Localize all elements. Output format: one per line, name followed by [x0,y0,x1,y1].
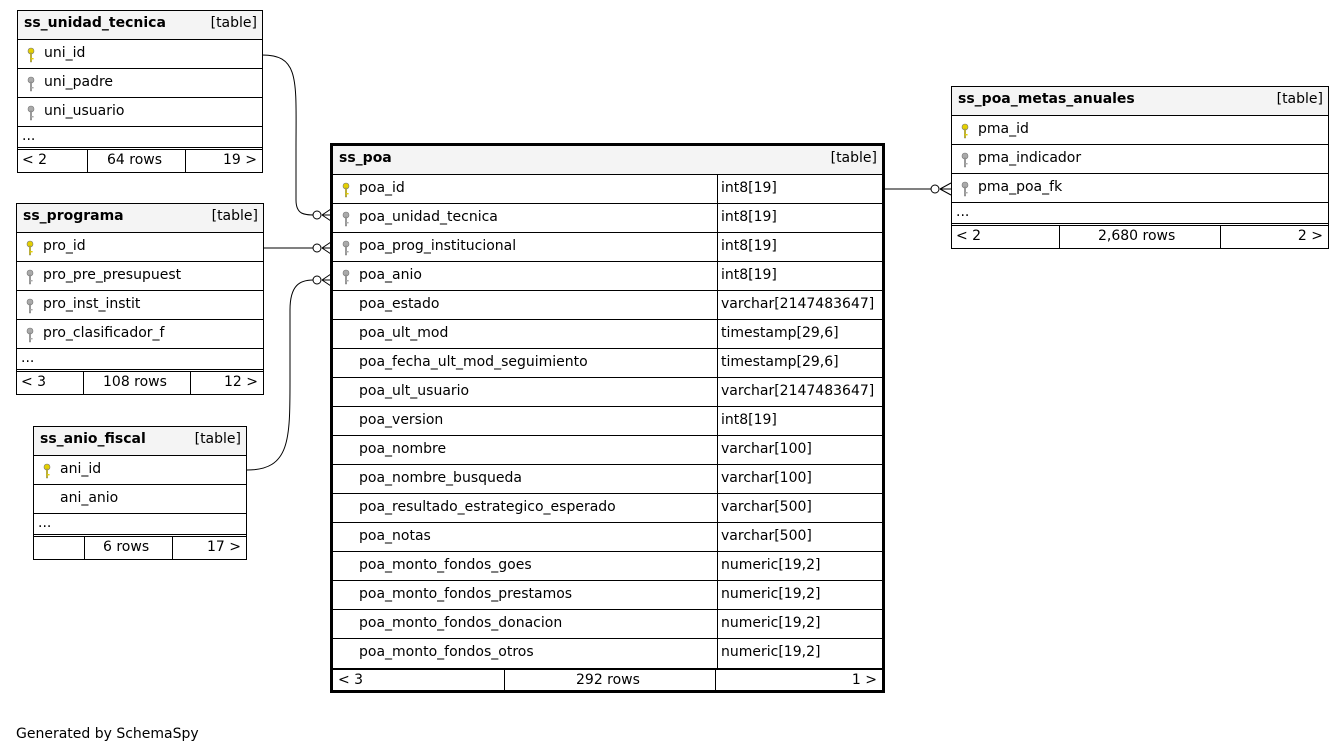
column-row[interactable] [17,320,263,349]
column-row[interactable] [18,69,262,98]
parents-count[interactable]: < 2 [956,228,982,244]
column-row[interactable] [333,639,882,668]
table-ss-unidad-tecnica[interactable] [17,10,263,173]
table-kind: [table] [830,150,877,166]
table-header [333,146,882,175]
parents-count[interactable]: < 3 [21,374,47,390]
column-row[interactable] [952,174,1328,203]
column-row[interactable] [333,436,882,465]
column-name: poa_notas [359,528,431,544]
column-type: int8[19] [721,209,777,225]
foreign-key-icon [26,298,34,314]
column-name: poa_fecha_ult_mod_seguimiento [359,354,588,370]
table-ss-poa-metas-anuales[interactable] [951,86,1329,249]
column-type: numeric[19,2] [721,586,821,602]
column-name: poa_monto_fondos_prestamos [359,586,573,602]
table-name: ss_programa [23,208,124,224]
column-name: poa_ult_mod [359,325,449,341]
foreign-key-icon [26,327,34,343]
column-name: ani_id [60,461,102,477]
column-name: poa_unidad_tecnica [359,209,498,225]
table-header [34,427,246,456]
column-list [333,175,882,668]
column-row[interactable] [333,175,882,204]
table-footer [34,537,246,559]
primary-key-icon [27,47,35,63]
children-count[interactable]: 19 > [223,152,257,168]
table-footer [17,372,263,394]
column-name: pma_id [978,121,1029,137]
column-name: poa_monto_fondos_donacion [359,615,563,631]
table-ss-poa[interactable] [330,143,885,693]
column-row[interactable] [333,233,882,262]
foreign-key-icon [342,240,350,256]
table-footer [952,226,1328,248]
column-name: poa_id [359,180,405,196]
link-unidad-poa [262,55,315,215]
column-row[interactable] [333,610,882,639]
column-type: numeric[19,2] [721,644,821,660]
column-row[interactable] [34,456,246,485]
column-row[interactable] [952,116,1328,145]
column-type: timestamp[29,6] [721,354,839,370]
children-count[interactable]: 2 > [1297,228,1323,244]
column-name: poa_prog_institucional [359,238,517,254]
foreign-key-icon [27,105,35,121]
parents-count[interactable]: < 3 [338,672,364,688]
row-count: 2,680 rows [1098,228,1176,244]
column-type: int8[19] [721,238,777,254]
column-type: int8[19] [721,180,777,196]
column-type: varchar[100] [721,470,812,486]
column-name: pma_poa_fk [978,179,1063,195]
table-name: ss_anio_fiscal [40,431,146,447]
column-type: numeric[19,2] [721,615,821,631]
table-footer [333,668,882,690]
column-row[interactable] [333,465,882,494]
column-type: varchar[100] [721,441,812,457]
column-row[interactable] [333,523,882,552]
column-type: varchar[2147483647] [721,296,875,312]
more-columns-ellipsis: ... [34,514,246,537]
column-name: pro_clasificador_f [43,325,165,341]
column-row[interactable] [17,291,263,320]
children-count[interactable]: 12 > [224,374,258,390]
column-name: poa_monto_fondos_goes [359,557,532,573]
foreign-key-icon [27,76,35,92]
column-type: varchar[500] [721,528,812,544]
column-row[interactable] [333,581,882,610]
column-name: poa_nombre [359,441,447,457]
column-row[interactable] [333,378,882,407]
column-row[interactable] [333,552,882,581]
column-row[interactable] [333,494,882,523]
table-ss-anio-fiscal[interactable] [33,426,247,560]
primary-key-icon [26,240,34,256]
column-row[interactable] [333,204,882,233]
column-name: poa_ult_usuario [359,383,470,399]
table-ss-programa[interactable] [16,203,264,395]
column-name: pma_indicador [978,150,1082,166]
children-count[interactable]: 17 > [207,539,241,555]
column-row[interactable] [333,262,882,291]
column-row[interactable] [952,145,1328,174]
column-type: numeric[19,2] [721,557,821,573]
table-kind: [table] [1276,91,1323,107]
column-name: ani_anio [60,490,119,506]
column-row[interactable] [333,291,882,320]
row-count: 6 rows [103,539,150,555]
more-columns-ellipsis: ... [17,349,263,372]
table-kind: [table] [210,15,257,31]
foreign-key-icon [961,152,969,168]
more-columns-ellipsis: ... [18,127,262,150]
table-name: ss_poa_metas_anuales [958,91,1135,107]
table-name: ss_unidad_tecnica [24,15,166,31]
foreign-key-icon [342,211,350,227]
foreign-key-icon [961,181,969,197]
column-name: poa_resultado_estrategico_esperado [359,499,616,515]
column-type: timestamp[29,6] [721,325,839,341]
primary-key-icon [342,182,350,198]
column-name: uni_id [44,45,86,61]
column-row[interactable] [18,98,262,127]
column-name: uni_usuario [44,103,125,119]
column-name: poa_estado [359,296,440,312]
column-name: pro_pre_presupuest [43,267,182,283]
table-header [17,204,263,233]
column-row[interactable] [17,262,263,291]
column-name: pro_id [43,238,86,254]
column-row[interactable] [333,407,882,436]
table-kind: [table] [211,208,258,224]
foreign-key-icon [342,269,350,285]
primary-key-icon [43,463,51,479]
table-header [952,87,1328,116]
column-row[interactable] [18,40,262,69]
table-header [18,11,262,40]
generated-by-label: Generated by SchemaSpy [16,726,199,742]
column-row[interactable] [17,233,263,262]
column-row[interactable] [333,320,882,349]
column-name: poa_nombre_busqueda [359,470,522,486]
column-row[interactable] [333,349,882,378]
column-name: pro_inst_instit [43,296,141,312]
column-type: int8[19] [721,267,777,283]
table-kind: [table] [194,431,241,447]
parents-count[interactable]: < 2 [22,152,48,168]
row-count: 292 rows [576,672,640,688]
column-name: uni_padre [44,74,114,90]
primary-key-icon [961,123,969,139]
row-count: 108 rows [103,374,167,390]
column-row[interactable] [34,485,246,514]
column-type: int8[19] [721,412,777,428]
table-footer [18,150,262,172]
column-type: varchar[500] [721,499,812,515]
column-name: poa_anio [359,267,422,283]
row-count: 64 rows [107,152,163,168]
children-count[interactable]: 1 > [851,672,877,688]
table-name: ss_poa [339,150,392,166]
column-type: varchar[2147483647] [721,383,875,399]
column-name: poa_version [359,412,444,428]
column-name: poa_monto_fondos_otros [359,644,534,660]
foreign-key-icon [26,269,34,285]
more-columns-ellipsis: ... [952,203,1328,226]
